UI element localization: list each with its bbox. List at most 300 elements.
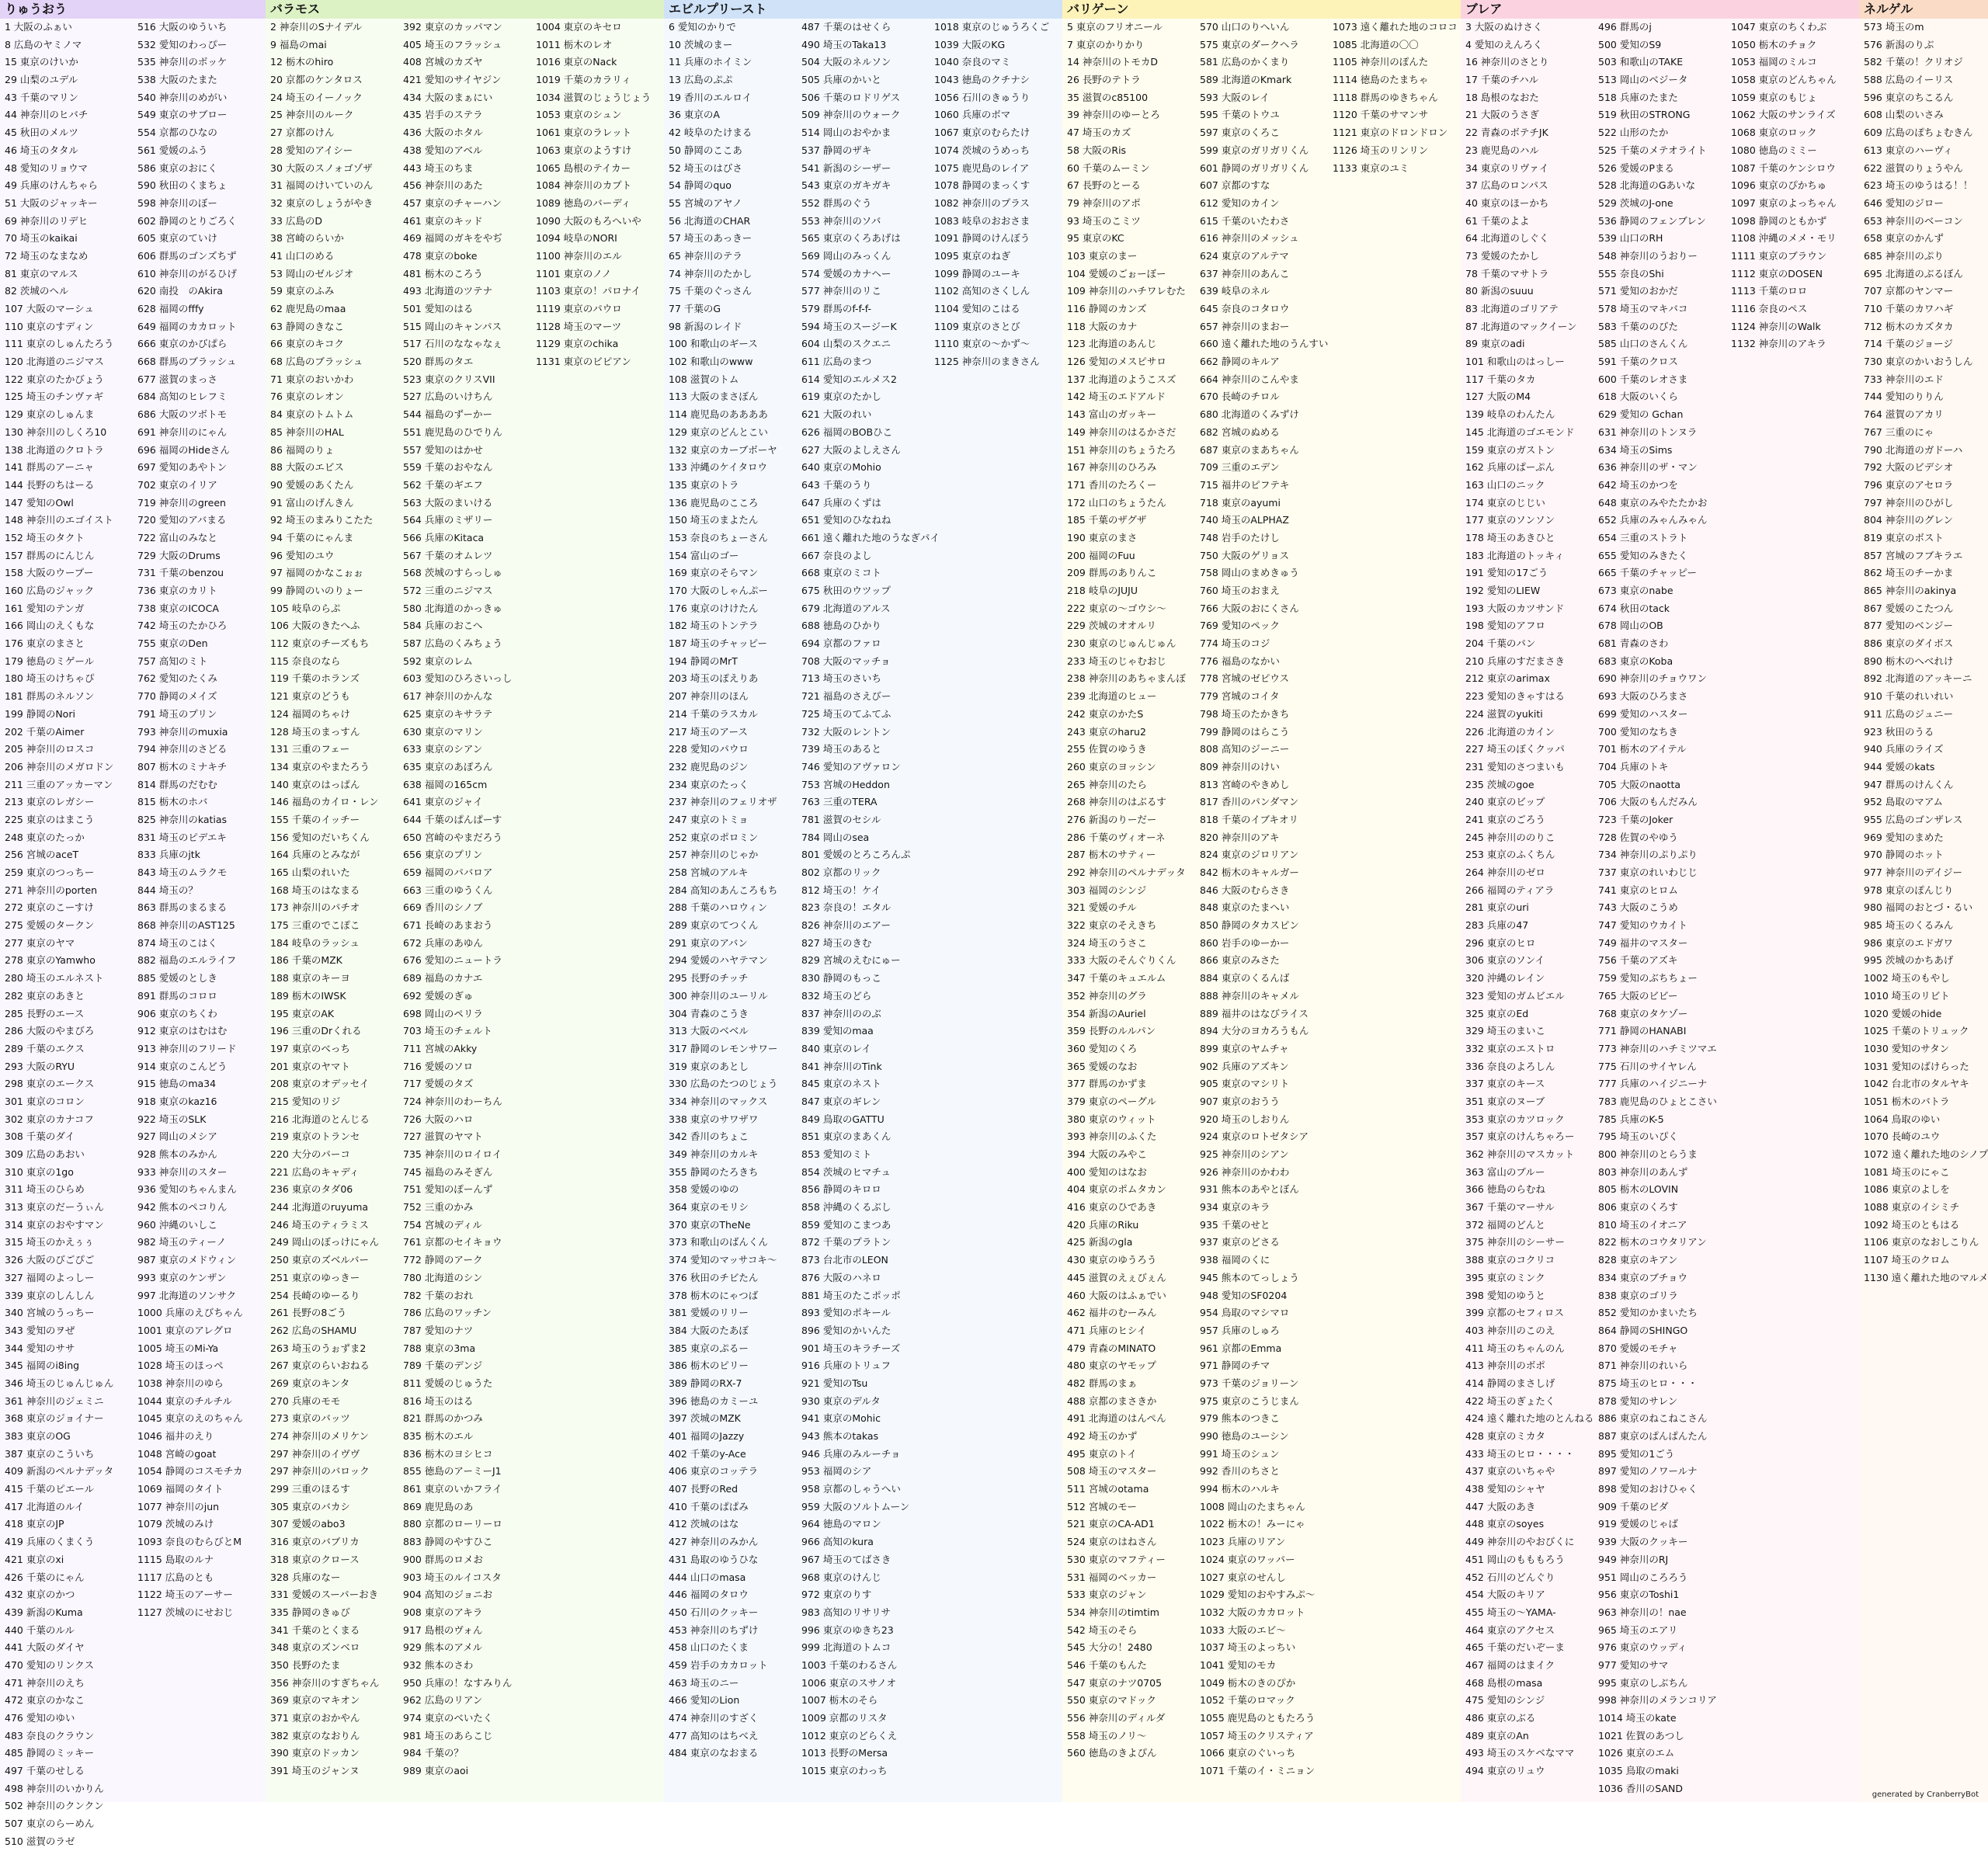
member-entry: 385 東京のぷるー (669, 1342, 749, 1354)
member-entry: 1083 岐阜のおおさま (934, 214, 1030, 227)
member-entry: 87 北海道のマックイーン (1465, 320, 1577, 332)
member-entry: 122 東京のたかびょう (5, 373, 104, 385)
member-entry: 361 神奈川のジェミニ (5, 1394, 104, 1407)
member-entry: 492 埼玉のかず (1067, 1430, 1138, 1442)
member-entry: 927 岡山のメシア (137, 1130, 217, 1143)
member-entry: 282 東京のあきと (5, 989, 85, 1002)
member-entry: 61 千葉のよよ (1465, 214, 1530, 227)
member-entry: 664 神奈川のこんやま (1200, 373, 1299, 385)
member-entry: 341 千葉のとくまる (270, 1624, 360, 1636)
member-entry: 404 東京のポムタカン (1067, 1183, 1166, 1196)
member-column (1461, 19, 1594, 1802)
member-entry: 193 大阪のカツサンド (1465, 602, 1565, 614)
member-entry: 338 東京のサワザワ (669, 1113, 759, 1125)
member-entry: 922 埼玉のSLK (137, 1113, 207, 1125)
member-entry: 520 群馬のタエ (403, 356, 474, 368)
member-entry: 902 兵庫のアズキン (1200, 1060, 1289, 1072)
member-entry: 421 東京のxi (5, 1553, 64, 1565)
member-entry: 395 東京のミンク (1465, 1271, 1545, 1283)
member-entry: 1047 東京のちくわぶ (1731, 21, 1827, 33)
member-entry: 445 滋賀のえぇびぇん (1067, 1271, 1166, 1283)
member-entry: 761 京都のセイキョウ (403, 1236, 502, 1248)
member-entry: 114 鹿児島のああああ (669, 408, 768, 421)
member-entry: 604 山梨のスクエニ (801, 338, 891, 350)
member-entry: 726 大阪のハロ (403, 1113, 474, 1125)
member-entry: 1021 佐賀のあつし (1598, 1729, 1684, 1742)
member-entry: 518 兵庫のたまた (1598, 91, 1678, 103)
member-entry: 456 神奈川のあた (403, 179, 483, 192)
member-entry: 591 千葉のクロス (1598, 356, 1678, 368)
member-entry: 987 東京のメドウィン (137, 1254, 237, 1266)
member-entry: 215 愛知のリジ (270, 1095, 341, 1107)
member-entry: 248 東京のたっか (5, 831, 85, 843)
member-entry: 886 東京のねこねこさん (1598, 1412, 1708, 1425)
member-entry: 12 栃木のhiro (270, 56, 334, 68)
member-entry: 823 奈良の！エタル (801, 901, 891, 914)
member-entry: 172 山口のちょうたん (1067, 496, 1166, 509)
member-entry: 863 群馬のまるまる (137, 901, 228, 914)
member-entry: 840 東京のレイ (801, 1042, 871, 1054)
member-entry: 441 大阪のダイヤ (5, 1641, 85, 1654)
member-entry: 319 東京のあとし (669, 1060, 749, 1072)
member-entry: 1052 千葉のロマック (1200, 1694, 1295, 1707)
member-entry: 357 東京のけんちゃろー (1465, 1130, 1575, 1143)
member-entry: 267 東京のらいおねる (270, 1360, 370, 1372)
member-entry: 576 新潟のりぶ (1864, 38, 1934, 50)
member-entry: 294 愛媛のハヤテマン (669, 954, 768, 967)
member-entry: 113 大阪のまさぼん (669, 391, 759, 403)
member-entry: 222 東京の〜ゴウシ〜 (1067, 602, 1166, 614)
member-entry: 882 福島のエルライフ (137, 954, 237, 967)
member-entry: 621 大阪のれい (801, 408, 872, 421)
member-entry: 596 東京のちこるん (1864, 91, 1954, 103)
member-entry: 50 静岡のここあ (669, 144, 742, 156)
member-entry: 355 静岡のたろきち (669, 1165, 759, 1178)
member-entry: 844 埼玉の？ (137, 884, 198, 896)
member-entry: 1048 宮崎のgoat (137, 1447, 217, 1460)
member-entry: 105 岐阜のらぷ (270, 602, 341, 614)
member-entry: 964 徳島のマロン (801, 1518, 881, 1530)
member-entry: 1108 沖縄のメメ・モリ (1731, 232, 1837, 245)
member-entry: 869 鹿児島のあ (403, 1500, 474, 1512)
member-entry: 1126 埼玉のリンリン (1333, 144, 1429, 156)
member-entry: 684 高知のヒレフミ (137, 391, 228, 403)
member-entry: 345 福岡のi8ing (5, 1360, 80, 1372)
member-entry: 176 東京のまさと (5, 637, 85, 650)
member-entry: 881 埼玉のたこポッポ (801, 1289, 901, 1301)
member-entry: 318 東京のクロース (270, 1553, 360, 1565)
member-entry: 461 東京のキッド (403, 214, 483, 227)
member-entry: 55 宮城のアヤノ (669, 196, 742, 209)
member-entry: 638 福岡の165cm (403, 778, 488, 790)
member-entry: 496 群馬のj (1598, 21, 1652, 33)
member-entry: 132 東京のカーブボーヤ (669, 443, 777, 456)
member-entry: 678 岡山のOB (1598, 620, 1663, 632)
member-entry: 815 栃木のホバ (137, 796, 208, 808)
member-entry: 516 大阪のゆういち (137, 21, 228, 33)
member-entry: 440 千葉のルル (5, 1624, 75, 1636)
member-entry: 1119 東京のパウロ (536, 303, 622, 314)
member-entry: 342 香川のちょこ (669, 1130, 749, 1143)
member-entry: 822 栃木のコウタリアン (1598, 1236, 1707, 1248)
member-entry: 245 神奈川ののりこ (1465, 831, 1555, 843)
member-entry: 11 兵庫のホイミン (669, 56, 752, 68)
member-entry: 562 千葉のギエフ (403, 478, 483, 491)
member-entry: 405 埼玉のフラッシュ (403, 38, 502, 50)
member-entry: 36 東京のA (669, 109, 720, 121)
member-entry: 594 埼玉のスージーK (801, 320, 897, 332)
member-entry: 545 大分の！2480 (1067, 1641, 1152, 1654)
member-entry: 320 沖縄のレイン (1465, 972, 1545, 985)
member-entry: 997 北海道のソンサク (137, 1289, 237, 1301)
member-entry: 167 神奈川のひろみ (1067, 461, 1157, 474)
member-entry: 161 愛知のテンガ (5, 602, 85, 614)
member-entry: 921 愛知のTsu (801, 1377, 868, 1389)
member-entry: 78 千葉のマサトラ (1465, 267, 1549, 280)
member-entry: 475 愛知のシンジ (1465, 1694, 1545, 1707)
member-entry: 346 埼玉のじゅんじゅん (5, 1377, 114, 1389)
member-entry: 137 北海道のようこスズ (1067, 373, 1176, 385)
member-entry: 655 愛知のみきたく (1598, 549, 1688, 561)
member-entry: 1005 埼玉のMi-Ya (137, 1342, 219, 1354)
member-entry: 260 東京のヨッシン (1067, 760, 1156, 773)
member-column (664, 19, 797, 1802)
member-entry: 403 神奈川のこのえ (1465, 1324, 1555, 1336)
member-entry: 1010 埼玉のリビト (1864, 989, 1950, 1002)
member-entry: 51 大阪のジャッキー (5, 196, 98, 209)
member-entry: 352 神奈川のグラ (1067, 989, 1147, 1002)
member-entry: 1095 東京のねぎ (934, 249, 1011, 262)
member-entry: 213 東京のレガシー (5, 796, 95, 808)
member-entry: 905 東京のマシリト (1200, 1078, 1290, 1090)
member-entry: 955 広島のゴンザレス (1864, 813, 1963, 825)
member-entry: 643 千葉のうり (801, 478, 872, 491)
member-entry: 92 埼玉のまみりこたた (270, 514, 374, 526)
member-entry: 379 東京のペーグル (1067, 1095, 1156, 1107)
member-entry: 619 東京のたかし (801, 391, 881, 403)
member-entry: 44 神奈川のヒバチ (5, 109, 89, 121)
member-entry: 734 神奈川のぷりぷり (1598, 849, 1698, 861)
member-entry: 772 静岡のアーク (403, 1254, 483, 1266)
member-entry: 407 長野のRed (669, 1483, 739, 1495)
member-entry: 709 三重のエデン (1200, 461, 1280, 474)
member-entry: 10 茨城のまー (669, 38, 733, 50)
member-entry: 534 神奈川のtimtim (1067, 1606, 1159, 1618)
member-entry: 723 千葉のJoker (1598, 813, 1673, 825)
member-entry: 804 神奈川のグレン (1864, 514, 1954, 526)
member-entry: 206 神奈川のメガロドン (5, 760, 114, 773)
member-entry: 18 島根のなおた (1465, 91, 1539, 103)
member-entry: 502 神奈川のクンクン (5, 1800, 104, 1812)
member-entry: 613 東京のハーヴィ (1864, 144, 1953, 156)
member-entry: 939 大阪のクッキー (1598, 1536, 1688, 1548)
member-entry: 582 千葉の！クリオジ (1864, 56, 1963, 68)
member-entry: 848 東京のたまへい (1200, 901, 1290, 914)
member-entry: 351 東京のヌーブ (1465, 1095, 1545, 1107)
member-entry: 549 東京のサブロー (137, 109, 228, 121)
member-entry: 929 熊本のアメル (403, 1641, 483, 1654)
member-entry: 446 福岡のタロウ (669, 1589, 749, 1601)
member-entry: 337 東京のキース (1465, 1078, 1545, 1090)
member-entry: 705 大阪のnaotta (1598, 778, 1681, 790)
member-entry: 1113 千葉のロロ (1731, 285, 1808, 297)
member-entry: 311 埼玉のひらめ (5, 1183, 85, 1196)
member-entry: 721 福島のさえびー (801, 690, 891, 703)
member-entry: 784 岡山のsea (801, 831, 870, 843)
member-entry: 666 東京のかびぱら (137, 338, 228, 350)
member-entry: 1127 茨城のにせおじ (137, 1606, 234, 1618)
member-entry: 1012 東京のどらくえ (801, 1729, 898, 1742)
member-entry: 62 鹿児島のmaa (270, 303, 346, 314)
member-entry: 605 東京のていけ (137, 232, 217, 245)
member-entry: 401 福岡のJazzy (669, 1430, 745, 1442)
member-entry: 328 兵庫のなー (270, 1571, 341, 1583)
member-entry: 313 大阪のベベル (669, 1025, 749, 1037)
member-entry: 568 茨城のすらっしゅ (403, 567, 502, 579)
member-entry: 88 大阪のエビス (270, 461, 344, 474)
member-entry: 875 埼玉のヒロ・・・ (1598, 1377, 1698, 1389)
member-entry: 450 石川のクッキー (669, 1606, 759, 1618)
member-entry: 272 東京のこーすけ (5, 901, 94, 914)
member-entry: 600 千葉のレオさま (1598, 373, 1688, 385)
member-entry: 647 兵庫のくずは (801, 496, 881, 509)
member-entry: 33 広島のD (270, 214, 323, 227)
member-entry: 295 長野のチッチ (669, 972, 749, 985)
member-entry: 314 東京のおやすマン (5, 1218, 104, 1231)
member-entry: 674 秋田のtack (1598, 602, 1670, 614)
member-entry: 901 埼玉のキラチーズ (801, 1342, 901, 1354)
member-entry: 959 大阪のソルトムーン (801, 1500, 910, 1512)
member-entry: 457 東京のチャーハン (403, 196, 502, 209)
member-entry: 179 徳島のミゲール (5, 655, 95, 667)
team-header: りゅうおう (0, 0, 266, 19)
member-entry: 741 東京のヒロム (1598, 884, 1678, 896)
member-entry: 76 東京のレオン (270, 391, 344, 403)
member-entry: 746 愛知のアヴァロン (801, 760, 901, 773)
member-entry: 649 福岡のカカロット (137, 320, 237, 332)
member-entry: 487 千葉のはせくら (801, 21, 891, 33)
member-entry: 211 三重のアッカーマン (5, 778, 113, 790)
member-entry: 93 埼玉のこミツ (1067, 214, 1141, 227)
member-entry: 323 愛知のガムビエル (1465, 989, 1565, 1002)
member-entry: 217 埼玉のアース (669, 725, 748, 738)
member-entry: 390 東京のドッカン (270, 1747, 360, 1759)
member-entry: 580 北海道のかっきゅ (403, 602, 502, 614)
member-entry: 541 新潟のシーザー (801, 161, 891, 174)
member-entry: 334 神奈川のマックス (669, 1095, 768, 1107)
member-entry: 449 神奈川のやおびくに (1465, 1536, 1575, 1548)
member-entry: 736 東京のカリト (137, 585, 217, 596)
member-entry: 590 秋田のくまちょ (137, 179, 228, 192)
member-entry: 264 神奈川のゼロ (1465, 866, 1545, 878)
member-entry: 422 埼玉のぎょたく (1465, 1394, 1555, 1407)
member-entry: 644 千葉のぱんぱーす (403, 813, 502, 825)
member-entry: 339 東京のしんしん (5, 1289, 95, 1301)
member-entry: 689 福島のカナエ (403, 972, 483, 985)
member-entry: 1070 長崎のユウ (1864, 1130, 1941, 1143)
member-entry: 992 香川のちさと (1200, 1465, 1280, 1478)
member-entry: 779 宮城のコイタ (1200, 690, 1280, 703)
member-entry: 121 東京のどうも (270, 690, 350, 703)
member-entry: 767 三重のにゃ (1864, 425, 1934, 438)
member-entry: 1102 高知のさくしん (934, 285, 1030, 297)
member-entry: 675 秋田のウツップ (801, 585, 891, 596)
member-entry: 459 岩手のカカロット (669, 1658, 768, 1671)
member-entry: 867 愛媛のこたつん (1864, 602, 1954, 614)
member-entry: 447 大阪のあき (1465, 1500, 1536, 1512)
member-entry: 374 愛知のマッサコキ〜 (669, 1254, 777, 1266)
member-entry: 329 埼玉のまいこ (1465, 1025, 1545, 1037)
member-entry: 742 埼玉のたかひろ (137, 620, 228, 632)
member-entry: 1015 東京のわっち (801, 1765, 888, 1777)
member-entry: 811 愛媛のじゅうた (403, 1377, 493, 1389)
member-entry: 1039 大阪のKG (934, 38, 1006, 50)
member-entry: 507 東京のらーめん (5, 1818, 95, 1830)
member-entry: 787 愛知のナツ (403, 1324, 474, 1336)
member-entry: 895 愛知の1ごう (1598, 1447, 1675, 1460)
member-entry: 218 岐阜のJUJU (1067, 585, 1138, 596)
member-entry: 925 神奈川のシアン (1200, 1148, 1289, 1160)
member-entry: 259 東京のつっちー (5, 866, 95, 878)
member-entry: 67 長野のとーる (1067, 179, 1141, 192)
member-entry: 298 東京のエークス (5, 1078, 95, 1090)
member-entry: 979 熊本のつきこ (1200, 1412, 1280, 1425)
member-entry: 1115 島取のルナ (137, 1553, 214, 1565)
team-columns (1859, 19, 1988, 1802)
member-entry: 511 宮城のotama (1067, 1483, 1149, 1495)
member-entry: 624 東京のアルテマ (1200, 249, 1289, 262)
member-entry: 907 東京のおうう (1200, 1095, 1280, 1107)
member-entry: 17 千葉のチハル (1465, 74, 1539, 86)
member-entry: 620 南投 のAkira (137, 285, 223, 297)
member-entry: 737 東京のれいわじじ (1598, 866, 1698, 878)
member-entry: 197 東京のべっち (270, 1042, 350, 1054)
member-entry: 1118 群馬のゆきちゃん (1333, 91, 1438, 103)
member-entry: 421 愛知のサイヤジン (403, 74, 502, 86)
member-entry: 758 岡山のまめきゅう (1200, 567, 1299, 579)
member-entry: 706 大阪のもんだみん (1598, 796, 1698, 808)
member-entry: 662 静岡のキルア (1200, 356, 1280, 368)
member-entry: 271 神奈川のporten (5, 884, 98, 896)
member-entry: 1098 静岡のともかず (1731, 214, 1827, 227)
member-entry: 126 愛知のメスピサロ (1067, 356, 1166, 368)
member-entry: 1050 栃木のチョク (1731, 38, 1817, 50)
member-entry: 569 岡山のみっくん (801, 249, 891, 262)
member-entry: 565 東京のくろあげは (801, 232, 901, 245)
member-entry: 26 長野のテトラ (1067, 74, 1141, 86)
member-entry: 84 東京のトムトム (270, 408, 354, 421)
member-entry: 69 神奈川のリデヒ (5, 214, 89, 227)
team-section (664, 0, 1062, 1802)
member-entry: 797 神奈川のひがし (1864, 496, 1954, 509)
member-entry: 303 福岡のシンジ (1067, 884, 1147, 896)
member-entry: 1055 鹿児島のともたろう (1200, 1712, 1315, 1724)
member-entry: 230 東京のじゅんじゅん (1067, 637, 1176, 650)
member-entry: 326 大阪のびごぴご (5, 1254, 95, 1266)
member-entry: 479 青森のMINATO (1067, 1342, 1156, 1354)
member-entry: 95 東京のKC (1067, 232, 1124, 245)
member-entry: 72 埼玉のなまなめ (5, 249, 89, 262)
member-entry: 731 千葉のbenzou (137, 567, 224, 579)
member-entry: 782 千葉のおれ (403, 1289, 474, 1301)
member-entry: 923 秋田のうる (1864, 725, 1934, 738)
member-entry: 1079 茨城のみけ (137, 1518, 214, 1530)
member-entry: 816 埼玉のはる (403, 1394, 474, 1407)
member-entry: 424 遠く離れた地のとんねる (1465, 1412, 1594, 1425)
member-entry: 696 福岡のHideさん (137, 443, 230, 456)
member-entry: 154 富山のゴー (669, 549, 739, 561)
member-entry: 356 神奈川のすぎちゃん (270, 1676, 380, 1689)
member-entry: 278 東京のYamwho (5, 954, 96, 967)
member-entry: 168 埼玉のはなまる (270, 884, 360, 896)
member-entry: 602 静岡のとりごろく (137, 214, 237, 227)
member-entry: 411 埼玉のちゃんのん (1465, 1342, 1565, 1354)
member-entry: 527 広島のいけちん (403, 391, 493, 403)
member-entry: 571 愛知のおかだ (1598, 285, 1678, 297)
member-entry: 1082 神奈川のプラス (934, 196, 1030, 209)
member-entry: 307 愛媛のabo3 (270, 1518, 346, 1530)
member-entry: 198 愛知のアフロ (1465, 620, 1545, 632)
member-entry: 812 埼玉の！ケイ (801, 884, 881, 896)
member-entry: 766 大阪のおにくさん (1200, 602, 1299, 614)
member-entry: 235 茨城のgoe (1465, 778, 1534, 790)
member-entry: 501 愛知のはる (403, 303, 474, 314)
member-entry: 146 福島のカイロ・レン (270, 796, 379, 808)
member-entry: 281 東京のuri (1465, 901, 1529, 914)
member-entry: 1 大阪のふぁい (5, 21, 72, 33)
member-entry: 21 大阪のうさぎ (1465, 109, 1539, 121)
member-entry: 176 東京のけけたん (669, 602, 759, 614)
member-entry: 1067 東京のむらたけ (934, 127, 1030, 139)
member-entry: 431 島取のゆうひな (669, 1553, 759, 1565)
member-entry: 645 奈良のコタロウ (1200, 303, 1290, 314)
member-entry: 720 愛知のアバまる (137, 514, 227, 526)
member-entry: 425 新潟のgla (1067, 1236, 1133, 1248)
member-column (1062, 19, 1195, 1802)
member-entry: 890 栃木のへべれけ (1864, 655, 1954, 667)
member-entry: 515 岡山のキャンパス (403, 320, 502, 332)
member-entry: 466 愛知のLion (669, 1694, 740, 1707)
member-entry: 205 神奈川のロスコ (5, 743, 95, 755)
member-entry: 733 神奈川のエド (1864, 373, 1944, 385)
member-entry: 585 山口のさんくん (1598, 338, 1688, 350)
member-entry: 528 北海道のGあいな (1598, 179, 1696, 192)
member-entry: 617 神奈川のかんな (403, 690, 493, 703)
member-entry: 539 山口のRH (1598, 232, 1663, 245)
member-entry: 639 岐阜のネル (1200, 285, 1270, 297)
team-header: エビルプリースト (664, 0, 1062, 19)
member-entry: 174 東京のじじい (1465, 496, 1545, 509)
member-entry: 155 千葉のイッチー (270, 813, 360, 825)
member-entry: 362 神奈川のマスカット (1465, 1148, 1575, 1160)
member-entry: 601 静岡のガリガリくん (1200, 161, 1309, 174)
member-entry: 3 大阪のぬけさく (1465, 21, 1543, 33)
member-entry: 1042 台北市のタルヤキ (1864, 1078, 1969, 1090)
member-entry: 928 熊本のみかん (137, 1148, 217, 1160)
member-entry: 420 兵庫のRiku (1067, 1218, 1139, 1231)
member-entry: 220 大分のパーコ (270, 1148, 350, 1160)
member-entry: 280 埼玉のエルネスト (5, 972, 104, 985)
member-entry: 100 和歌山のギース (669, 338, 758, 350)
member-entry: 743 大阪のこうめ (1598, 901, 1678, 914)
member-entry: 695 北海道のぶるぼん (1864, 267, 1963, 280)
member-entry: 289 千葉のエクス (5, 1042, 85, 1054)
member-entry: 375 神奈川のシーサー (1465, 1236, 1565, 1248)
member-entry: 434 大阪のまぁにい (403, 91, 493, 103)
member-entry: 199 静岡のNori (5, 707, 75, 720)
member-entry: 208 東京のオデッセイ (270, 1078, 370, 1090)
member-entry: 972 東京のりす (801, 1589, 872, 1601)
